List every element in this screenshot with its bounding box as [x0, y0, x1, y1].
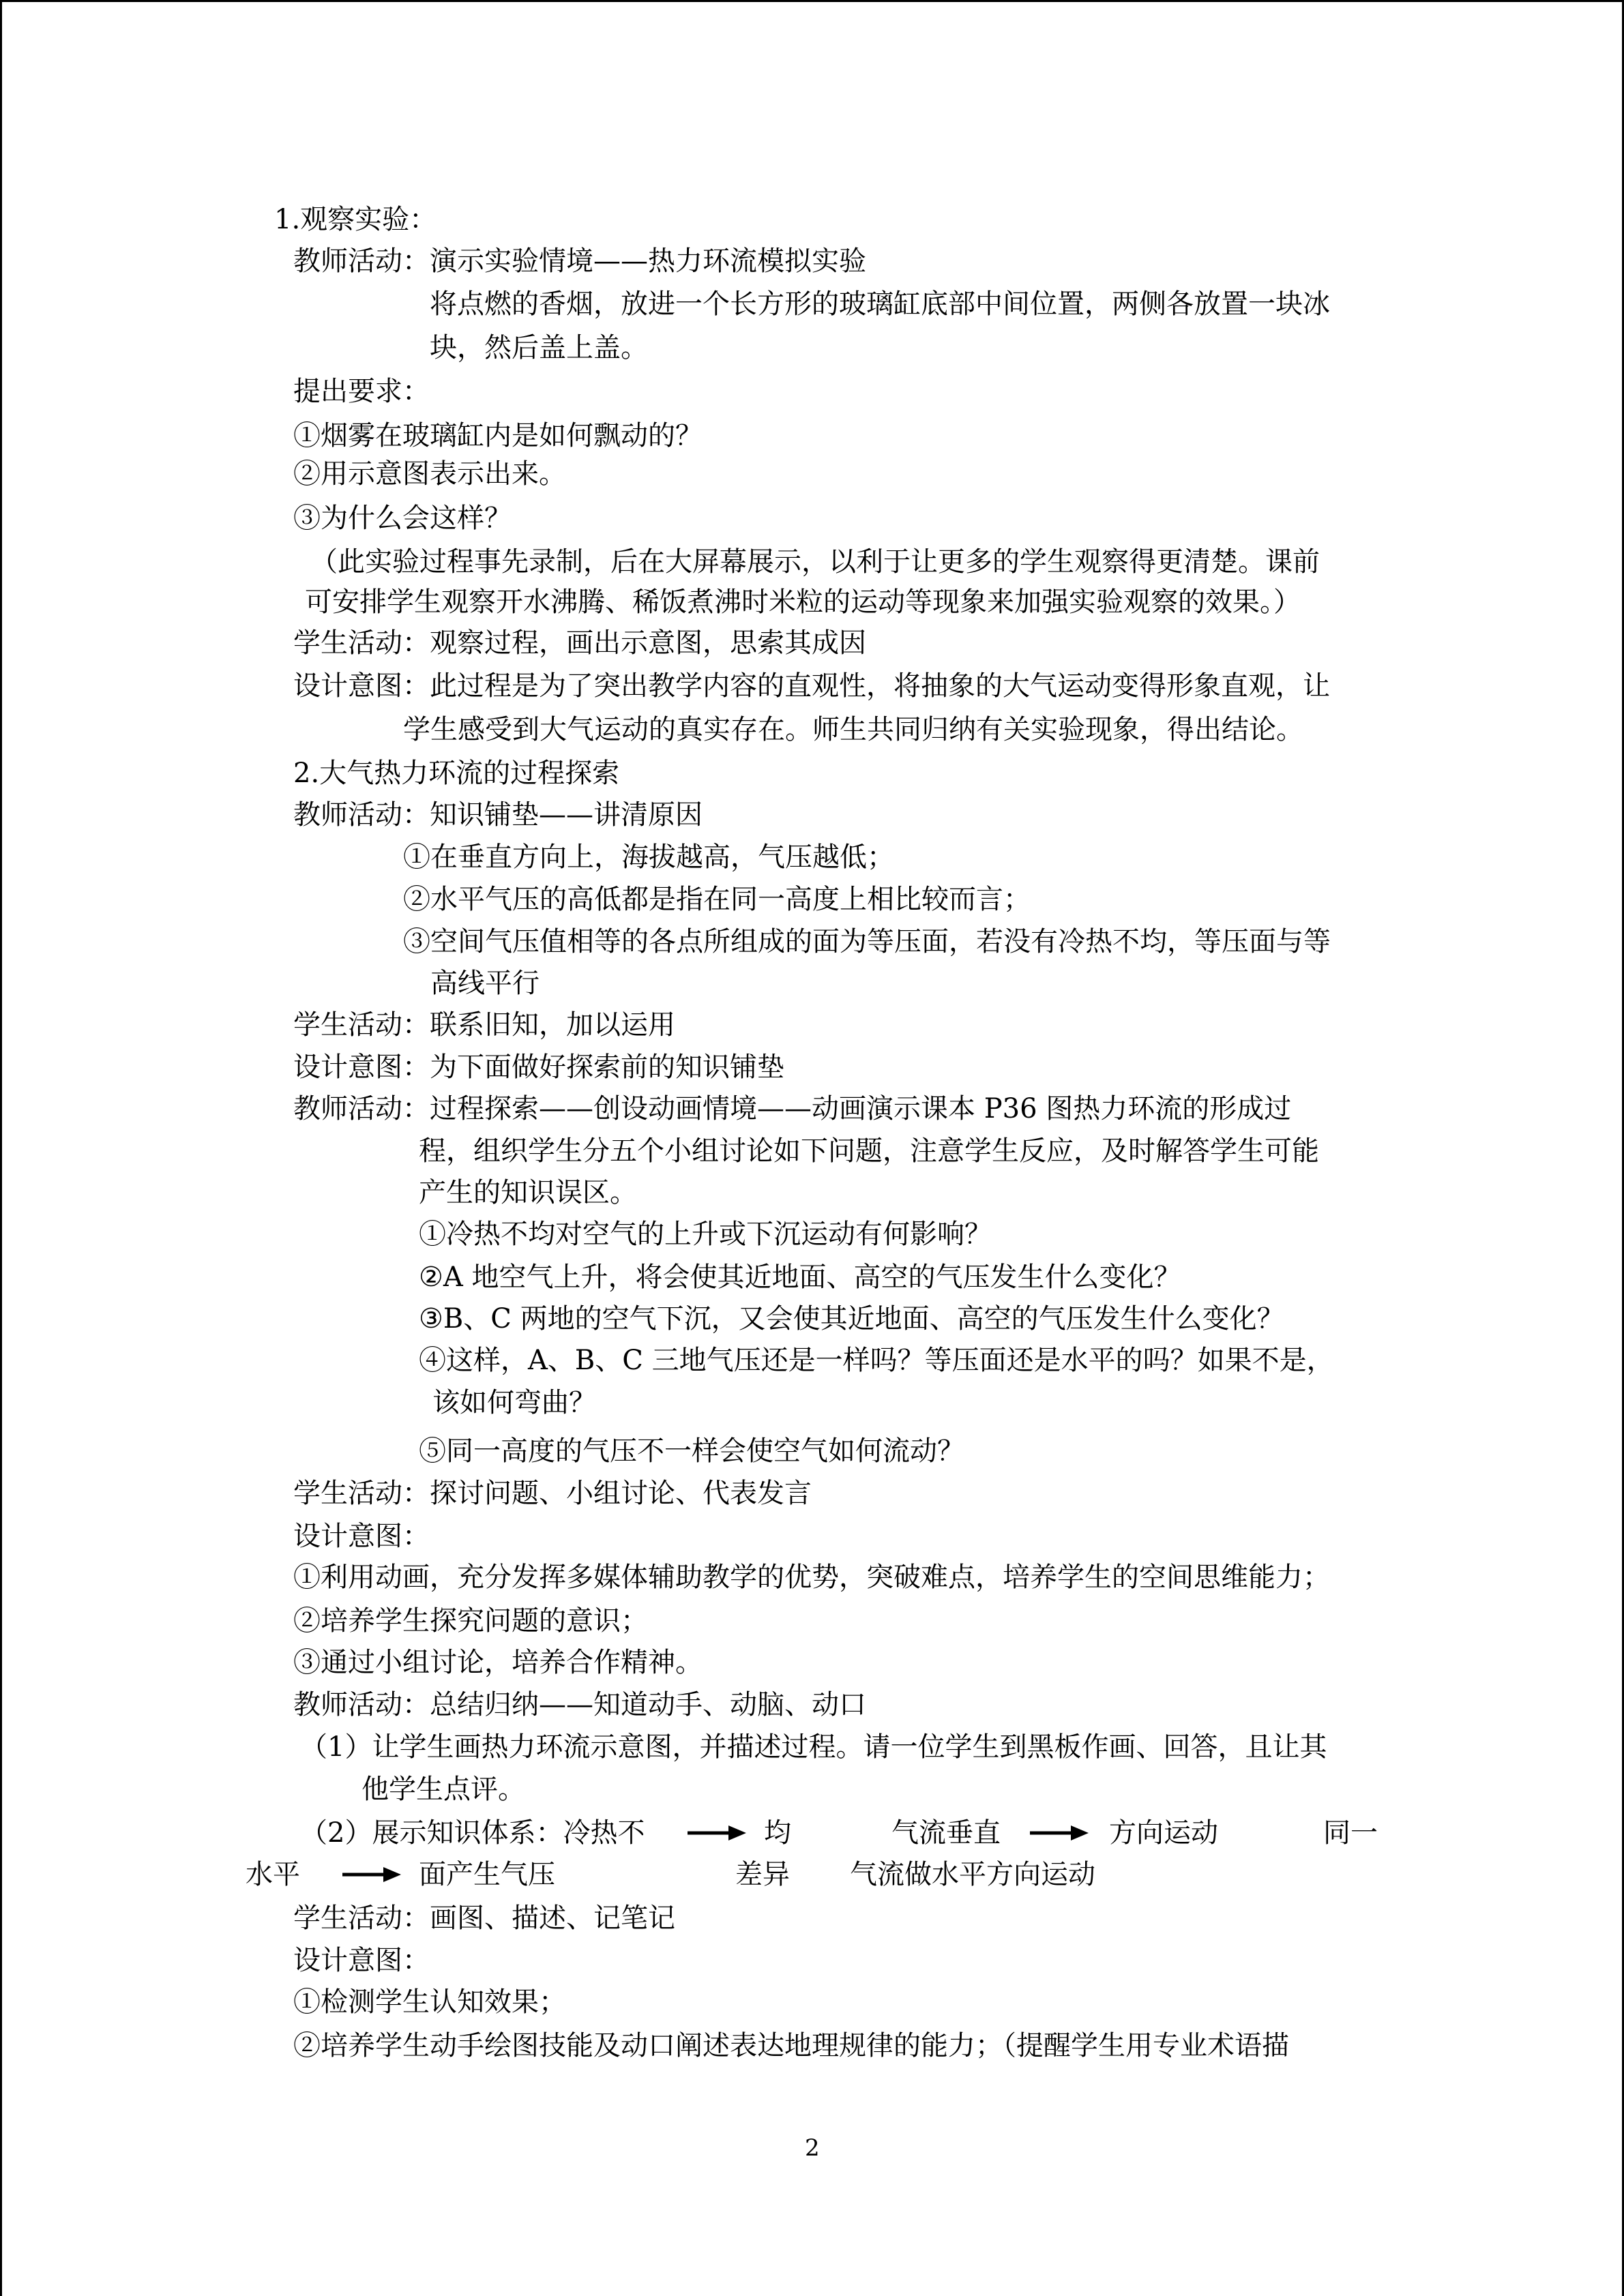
discussion-question: ②A 地空气上升，将会使其近地面、高空的气压发生什么变化？ [419, 1262, 1181, 1293]
design-intent-line: 学生感受到大气运动的真实存在。师生共同归纳有关实验现象，得出结论。 [403, 714, 1303, 745]
teacher-activity-line: 教师活动：总结归纳——知道动手、动脑、动口 [293, 1689, 866, 1720]
flow-text: 方向运动 [1109, 1817, 1218, 1849]
knowledge-item: ①在垂直方向上，海拔越高，气压越低； [403, 841, 894, 873]
section-2-heading: 2.大气热力环流的过程探索 [293, 758, 620, 789]
design-intent-heading: 设计意图： [293, 1521, 430, 1552]
teacher-activity-line: 教师活动：演示实验情境——热力环流模拟实验 [293, 245, 866, 277]
flow-text: （2）展示知识体系：冷热不 [300, 1817, 645, 1849]
flow-text: 水平 [246, 1859, 300, 1890]
student-activity-line: 学生活动：联系旧知，加以运用 [293, 1009, 675, 1041]
student-activity-line: 学生活动：观察过程，画出示意图，思索其成因 [293, 627, 866, 659]
flow-text: 气流做水平方向运动 [850, 1859, 1095, 1890]
summary-item: （1）让学生画热力环流示意图，并描述过程。请一位学生到黑板作画、回答，且让其 [300, 1731, 1327, 1763]
flow-text: 同一 [1323, 1817, 1378, 1849]
student-activity-line: 学生活动：探讨问题、小组讨论、代表发言 [293, 1478, 812, 1509]
design-intent-item: ③通过小组讨论，培养合作精神。 [293, 1647, 703, 1678]
student-activity-line: 学生活动：画图、描述、记笔记 [293, 1903, 675, 1934]
teacher-activity-line: 教师活动：过程探索——创设动画情境——动画演示课本 P36 图热力环流的形成过 [293, 1093, 1292, 1124]
knowledge-item: ③空间气压值相等的各点所组成的面为等压面，若没有冷热不均，等压面与等 [403, 926, 1331, 957]
design-intent-heading: 设计意图： [293, 1945, 430, 1976]
design-intent-item: ①检测学生认知效果； [293, 1986, 566, 2018]
summary-item: 他学生点评。 [361, 1774, 525, 1805]
page-number: 2 [805, 2134, 820, 2162]
note-line: （此实验过程事先录制，后在大屏幕展示，以利于让更多的学生观察得更清楚。课前 [310, 546, 1320, 578]
requirements-heading: 提出要求： [293, 376, 430, 407]
knowledge-item: ②水平气压的高低都是指在同一高度上相比较而言； [403, 884, 1031, 915]
discussion-question: ⑤同一高度的气压不一样会使空气如何流动？ [419, 1435, 964, 1467]
teacher-activity-line: 教师活动：知识铺垫——讲清原因 [293, 799, 703, 831]
design-intent-item: ②培养学生动手绘图技能及动口阐述表达地理规律的能力；（提醒学生用专业术语描 [293, 2030, 1289, 2061]
requirement-item: ②用示意图表示出来。 [293, 458, 566, 490]
discussion-question: ①冷热不均对空气的上升或下沉运动有何影响？ [419, 1219, 992, 1250]
discussion-question: ④这样，A、B、C 三地气压还是一样吗？等压面还是水平的吗？如果不是， [419, 1345, 1334, 1376]
teacher-activity-line: 程，组织学生分五个小组讨论如下问题，注意学生反应，及时解答学生可能 [419, 1135, 1319, 1167]
arrow-right-icon [342, 1866, 401, 1883]
requirement-item: ①烟雾在玻璃缸内是如何飘动的？ [293, 420, 703, 451]
arrow-right-icon [1030, 1824, 1089, 1842]
design-intent-item: ②培养学生探究问题的意识； [293, 1605, 648, 1637]
flow-text: 均 [764, 1817, 791, 1849]
teacher-activity-line: 产生的知识误区。 [419, 1177, 637, 1208]
note-line: 可安排学生观察开水沸腾、稀饭煮沸时米粒的运动等现象来加强实验观察的效果。） [305, 586, 1301, 618]
discussion-question: ③B、C 两地的空气下沉，又会使其近地面、高空的气压发生什么变化？ [419, 1303, 1284, 1335]
discussion-question: 该如何弯曲？ [432, 1387, 596, 1418]
design-intent-line: 设计意图：此过程是为了突出教学内容的直观性，将抽象的大气运动变得形象直观，让 [293, 670, 1330, 702]
design-intent-line: 设计意图：为下面做好探索前的知识铺垫 [293, 1052, 784, 1083]
arrow-right-icon [688, 1824, 746, 1842]
requirement-item: ③为什么会这样？ [293, 503, 512, 534]
design-intent-item: ①利用动画，充分发挥多媒体辅助教学的优势，突破难点，培养学生的空间思维能力； [293, 1562, 1330, 1593]
knowledge-item: 高线平行 [430, 968, 540, 999]
flow-text: 面产生气压 [419, 1859, 555, 1890]
experiment-setup-line: 块，然后盖上盖。 [430, 332, 648, 363]
experiment-setup-line: 将点燃的香烟，放进一个长方形的玻璃缸底部中间位置，两侧各放置一块冰 [430, 288, 1330, 320]
flow-text: 差异 [735, 1859, 790, 1890]
section-1-heading: 1.观察实验： [274, 204, 437, 235]
flow-text: 气流垂直 [891, 1817, 1001, 1849]
